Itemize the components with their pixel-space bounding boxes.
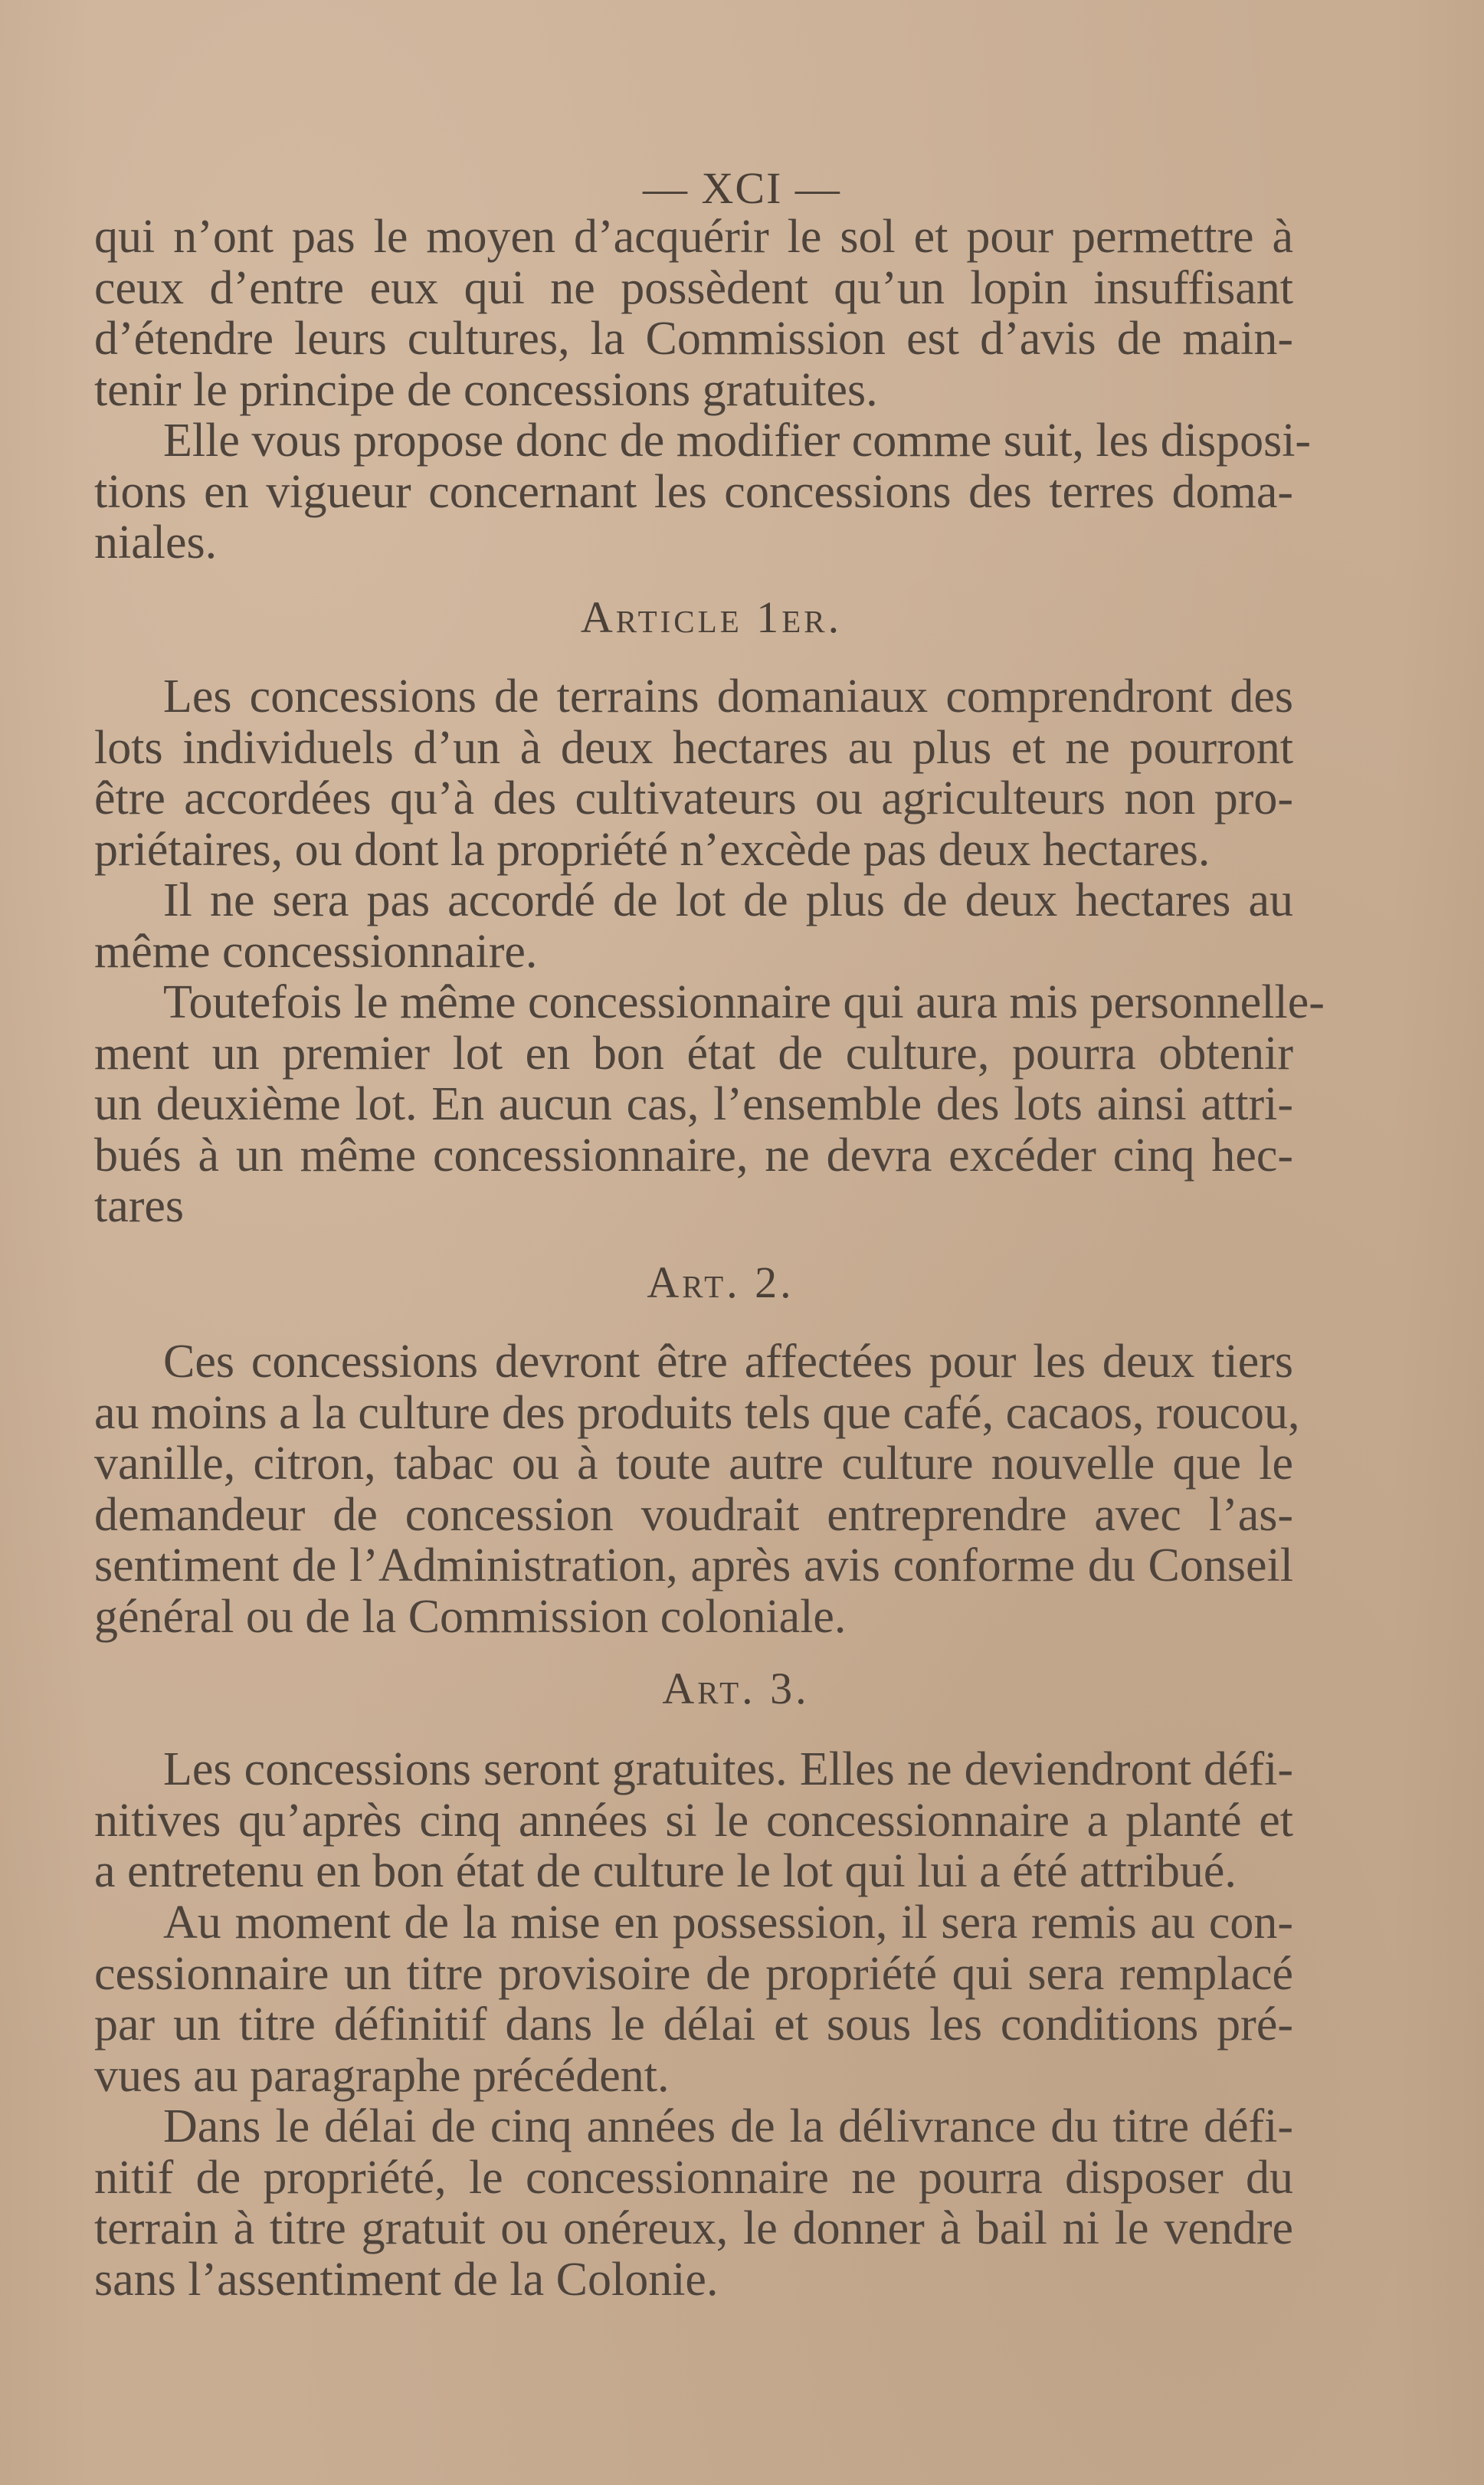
text-line: d’étendre leurs cultures, la Commission est d’avis de main- bbox=[94, 313, 1293, 365]
article-3-paragraph-2 bbox=[94, 1897, 1293, 2101]
text-line: cessionnaire un titre provisoire de propriété qui sera remplacé bbox=[94, 1947, 1293, 2000]
text-line: tares bbox=[94, 1180, 185, 1232]
text-line: tions en vigueur concernant les concessions des terres doma- bbox=[94, 465, 1293, 518]
text-line: demandeur de concession voudrait entreprendre avec l’as- bbox=[94, 1488, 1293, 1541]
article-3-paragraph-3 bbox=[94, 2101, 1293, 2305]
text-line: Elle vous propose donc de modifier comme suit, les disposi- bbox=[163, 415, 1312, 467]
text-line: Au moment de la mise en possession, il sera remis au con- bbox=[163, 1897, 1293, 1949]
text-line: terrain à titre gratuit ou onéreux, le donner à bail ni le vendre bbox=[94, 2202, 1293, 2254]
text-line: nitif de propriété, le concessionnaire ne pourra disposer du bbox=[94, 2151, 1293, 2204]
text-line: lots individuels d’un à deux hectares au plus et ne pourront bbox=[94, 721, 1293, 774]
article-2-heading: Art. 2. bbox=[647, 1257, 794, 1307]
text-line: nitives qu’après cinq années si le concessionnaire a planté et bbox=[94, 1794, 1293, 1847]
text-line: tenir le principe de concessions gratuites. bbox=[94, 363, 878, 416]
text-line: Il ne sera pas accordé de lot de plus de deux hectares au bbox=[163, 874, 1293, 926]
article-1-paragraph-3 bbox=[94, 976, 1325, 1232]
article-1-paragraph-1 bbox=[94, 671, 1293, 875]
page-number-header: — XCI — bbox=[643, 163, 841, 213]
article-2-paragraph-1 bbox=[94, 1336, 1300, 1643]
text-line: a entretenu en bon état de culture le lot qui lui a été attribué. bbox=[94, 1845, 1237, 1897]
text-line: sans l’assentiment de la Colonie. bbox=[94, 2253, 719, 2306]
text-line: au moins a la culture des produits tels que café, cacaos, roucou, bbox=[94, 1386, 1300, 1439]
text-line: niales. bbox=[94, 516, 218, 569]
text-line: sentiment de l’Administration, après avis conforme du Conseil bbox=[94, 1539, 1293, 1592]
text-line: ceux d’entre eux qui ne possèdent qu’un lopin insuffisant bbox=[94, 261, 1293, 314]
article-3-heading: Art. 3. bbox=[662, 1664, 810, 1713]
text-line: un deuxième lot. En aucun cas, l’ensemble des lots ainsi attri- bbox=[94, 1078, 1293, 1130]
text-line: Toutefois le même concessionnaire qui aura mis personnelle- bbox=[163, 976, 1325, 1028]
text-line: bués à un même concessionnaire, ne devra excéder cinq hec- bbox=[94, 1129, 1293, 1182]
text-line: être accordées qu’à des cultivateurs ou agriculteurs non pro- bbox=[94, 772, 1293, 825]
text-line: général ou de la Commission coloniale. bbox=[94, 1590, 847, 1643]
text-line: Ces concessions devront être affectées pour les deux tiers bbox=[163, 1336, 1293, 1388]
article-1-paragraph-2 bbox=[94, 875, 1293, 977]
text-line: même concessionnaire. bbox=[94, 925, 538, 978]
text-line: par un titre définitif dans le délai et sous les conditions pré- bbox=[94, 1998, 1293, 2051]
text-line: Les concessions de terrains domaniaux comprendront des bbox=[163, 670, 1293, 723]
text-line: Dans le délai de cinq années de la délivrance du titre défi- bbox=[163, 2100, 1293, 2152]
intro-paragraph-1 bbox=[94, 211, 1293, 415]
text-line: ment un premier lot en bon état de culture, pourra obtenir bbox=[94, 1027, 1293, 1080]
article-3-paragraph-1 bbox=[94, 1744, 1293, 1897]
text-line: Les concessions seront gratuites. Elles ne deviendront défi- bbox=[163, 1743, 1293, 1795]
text-line: vues au paragraphe précédent. bbox=[94, 2049, 670, 2102]
text-line: vanille, citron, tabac ou à toute autre culture nouvelle que le bbox=[94, 1438, 1293, 1490]
article-1-heading: Article 1er. bbox=[580, 592, 843, 642]
text-line: priétaires, ou dont la propriété n’excède pas deux hectares. bbox=[94, 823, 1210, 876]
text-line: qui n’ont pas le moyen d’acquérir le sol et pour permettre à bbox=[94, 211, 1293, 263]
intro-paragraph-2 bbox=[94, 415, 1312, 569]
